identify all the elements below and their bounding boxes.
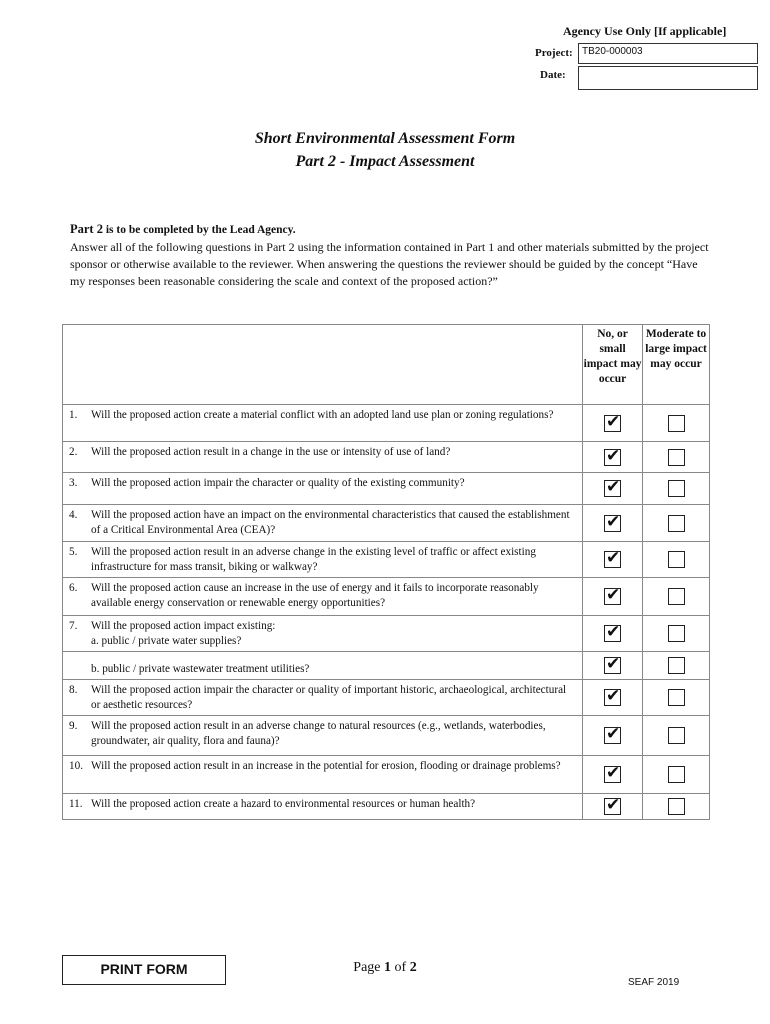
question-text: Will the proposed action impair the character or quality of important historic, archaeological, architectural or aesthetic resources? [91, 684, 567, 711]
question-line [69, 797, 578, 812]
large-impact-checkbox-cell [643, 542, 710, 578]
check-mark-icon: ✔ [606, 622, 621, 642]
date-label: Date: [540, 69, 566, 81]
small-impact-checkbox-cell [583, 652, 643, 680]
form-title: Short Environmental Assessment Form [254, 130, 516, 147]
check-mark-icon: ✔ [606, 763, 621, 783]
small-impact-checkbox-cell [583, 716, 643, 756]
check-mark-icon: ✔ [606, 795, 621, 815]
large-impact-checkbox-cell [643, 652, 710, 680]
small-impact-checkbox-cell [583, 756, 643, 794]
table-header-row [63, 325, 710, 405]
small-impact-checkbox-cell [583, 578, 643, 616]
check-mark-icon: ✔ [606, 724, 621, 744]
form-subtitle: Part 2 - Impact Assessment [295, 153, 475, 170]
small-impact-checkbox[interactable] [604, 548, 621, 568]
check-mark-icon: ✔ [606, 445, 621, 466]
intro-body: Answer all of the following questions in Part 2 using the information contained in Part 1 and other materials submitted by the project sponsor or otherwise available to the reviewer. When answering the questions the reviewer should be guided by the concept “Have my responses been reasonable considering the scale and context of the proposed action?” [70, 240, 709, 288]
small-impact-checkbox[interactable] [604, 477, 621, 497]
question-cell [63, 794, 583, 820]
small-impact-checkbox[interactable] [604, 585, 621, 605]
large-impact-checkbox-cell [643, 616, 710, 652]
check-mark-icon: ✔ [606, 477, 621, 497]
small-impact-checkbox-cell [583, 542, 643, 578]
small-impact-checkbox[interactable] [604, 622, 621, 642]
large-impact-checkbox[interactable] [668, 480, 685, 497]
question-row [63, 756, 710, 794]
check-mark-icon: ✔ [606, 548, 621, 568]
question-cell [63, 652, 583, 680]
question-row [63, 442, 710, 473]
page-current: 1 [384, 960, 392, 975]
question-line [69, 683, 578, 713]
large-impact-checkbox-cell [643, 756, 710, 794]
question-subitem: b. public / private wastewater treatment utilities? [91, 663, 310, 675]
small-impact-checkbox[interactable] [604, 724, 621, 744]
large-impact-checkbox[interactable] [668, 551, 685, 568]
intro-heading [70, 221, 710, 239]
project-label: Project: [535, 47, 573, 59]
header-large-impact: Moderate to large impact may occur [643, 325, 710, 405]
large-impact-checkbox[interactable] [668, 798, 685, 815]
question-row [63, 716, 710, 756]
question-number: 2. [69, 446, 78, 458]
question-row [63, 542, 710, 578]
question-text: Will the proposed action result in an adverse change in the existing level of traffic or affect existing infrastructure for mass transit, biking or walkway? [91, 546, 536, 573]
question-row [63, 794, 710, 820]
question-line [69, 508, 578, 538]
question-number: 9. [69, 720, 78, 732]
project-field[interactable] [578, 43, 758, 64]
question-text: Will the proposed action cause an increase in the use of energy and it fails to incorporate reasonably available energy conservation or renewable energy opportunities? [91, 582, 539, 609]
question-line [69, 445, 578, 460]
large-impact-checkbox-cell [643, 442, 710, 473]
check-mark-icon: ✔ [606, 654, 621, 674]
small-impact-checkbox-cell [583, 505, 643, 542]
question-line [69, 619, 578, 634]
large-impact-checkbox-cell [643, 680, 710, 716]
large-impact-checkbox-cell [643, 405, 710, 442]
question-text: Will the proposed action impact existing: [91, 620, 276, 632]
date-value [579, 67, 757, 71]
question-text: Will the proposed action result in a change in the use or intensity of use of land? [91, 446, 451, 458]
question-cell [63, 542, 583, 578]
small-impact-checkbox-cell [583, 616, 643, 652]
question-cell [63, 578, 583, 616]
question-cell [63, 405, 583, 442]
date-field[interactable] [578, 66, 758, 90]
header-blank-cell [63, 325, 583, 405]
small-impact-checkbox-cell [583, 442, 643, 473]
question-text: Will the proposed action result in an increase in the potential for erosion, flooding or drainage problems? [91, 760, 561, 772]
question-number: 1. [69, 409, 78, 421]
large-impact-checkbox-cell [643, 716, 710, 756]
large-impact-checkbox[interactable] [668, 515, 685, 532]
page-prefix: Page [353, 960, 385, 975]
question-number: 5. [69, 546, 78, 558]
question-number: 11. [69, 798, 83, 810]
question-text: Will the proposed action have an impact on the environmental characteristics that caused the establishment of a Critical Environmental Area (CEA)? [91, 509, 570, 536]
question-number: 6. [69, 582, 78, 594]
question-line [69, 759, 578, 774]
small-impact-checkbox[interactable] [604, 654, 621, 674]
print-form-button[interactable]: PRINT FORM [62, 955, 226, 985]
small-impact-checkbox[interactable] [604, 511, 621, 532]
question-number: 10. [69, 760, 83, 772]
question-subitem: a. public / private water supplies? [91, 635, 242, 647]
question-cell [63, 442, 583, 473]
large-impact-checkbox[interactable] [668, 625, 685, 642]
intro-section [70, 221, 710, 290]
question-row [63, 505, 710, 542]
question-text: Will the proposed action create a material conflict with an adopted land use plan or zoning regulations? [91, 409, 554, 421]
question-line [69, 545, 578, 575]
impact-table [62, 324, 710, 820]
large-impact-checkbox[interactable] [668, 449, 685, 466]
check-mark-icon: ✔ [606, 585, 621, 605]
question-line [69, 408, 578, 423]
part-label: Part 2 [70, 222, 103, 236]
question-cell [63, 505, 583, 542]
large-impact-checkbox-cell [643, 505, 710, 542]
small-impact-checkbox-cell [583, 473, 643, 505]
question-number: 7. [69, 620, 78, 632]
large-impact-checkbox-cell [643, 473, 710, 505]
question-cell [63, 756, 583, 794]
page-number [0, 960, 770, 976]
question-text: Will the proposed action create a hazard to environmental resources or human health? [91, 798, 476, 810]
agency-use-section [0, 0, 770, 100]
question-number: 4. [69, 509, 78, 521]
large-impact-checkbox[interactable] [668, 415, 685, 432]
small-impact-checkbox[interactable] [604, 686, 621, 706]
check-mark-icon: ✔ [606, 511, 621, 532]
agency-use-title: Agency Use Only [If applicable] [563, 24, 727, 38]
question-row [63, 652, 710, 680]
large-impact-checkbox[interactable] [668, 588, 685, 605]
large-impact-checkbox[interactable] [668, 689, 685, 706]
question-cell [63, 473, 583, 505]
page-of: of [391, 960, 410, 975]
question-cell [63, 716, 583, 756]
part-instruction: is to be completed by the Lead Agency. [102, 224, 296, 236]
small-impact-checkbox[interactable] [604, 763, 621, 783]
question-row [63, 680, 710, 716]
question-row [63, 473, 710, 505]
question-line [69, 719, 578, 749]
project-value: TB20-000003 [582, 46, 643, 57]
form-code: SEAF 2019 [628, 977, 680, 988]
question-cell [63, 680, 583, 716]
small-impact-checkbox-cell [583, 680, 643, 716]
large-impact-checkbox-cell [643, 578, 710, 616]
check-mark-icon: ✔ [606, 411, 621, 432]
header-small-impact: No, or small impact may occur [583, 325, 643, 405]
question-number: 3. [69, 477, 78, 489]
check-mark-icon: ✔ [606, 686, 621, 706]
small-impact-checkbox-cell [583, 794, 643, 820]
question-row [63, 616, 710, 652]
question-cell [63, 616, 583, 652]
large-impact-checkbox[interactable] [668, 727, 685, 744]
question-line [69, 476, 578, 491]
large-impact-checkbox[interactable] [668, 766, 685, 783]
question-row [63, 578, 710, 616]
question-text: Will the proposed action impair the character or quality of the existing community? [91, 477, 465, 489]
small-impact-checkbox[interactable] [604, 411, 621, 432]
small-impact-checkbox[interactable] [604, 795, 621, 815]
small-impact-checkbox[interactable] [604, 445, 621, 466]
question-line [69, 581, 578, 611]
small-impact-checkbox-cell [583, 405, 643, 442]
page-total: 2 [409, 960, 417, 975]
question-row [63, 405, 710, 442]
question-number: 8. [69, 684, 78, 696]
question-text: Will the proposed action result in an adverse change to natural resources (e.g., wetlands, waterbodies, groundwater, air quality, flora and fauna)? [91, 720, 546, 747]
large-impact-checkbox-cell [643, 794, 710, 820]
large-impact-checkbox[interactable] [668, 657, 685, 674]
